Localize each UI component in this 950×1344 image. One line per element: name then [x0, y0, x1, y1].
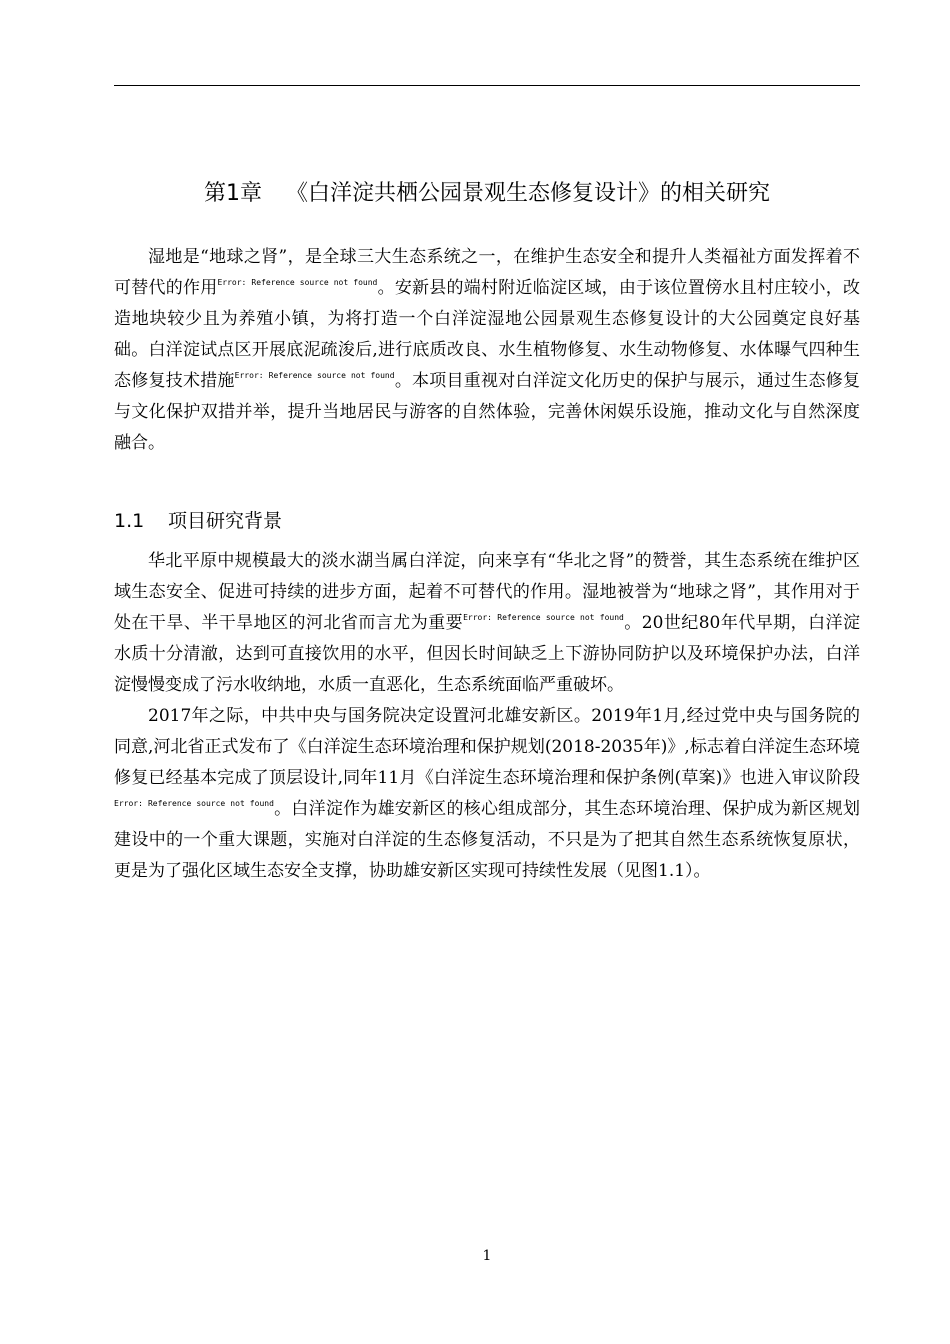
- reference-error-marker: Error: Reference source not found: [217, 278, 378, 287]
- section-heading: [114, 505, 860, 537]
- text-run: 华北平原中规模最大的淡水湖当属白洋淀，向来享有“华北之肾”的赞誉，其生态系统在维护区域生态安全、促进可持续的进步方面，起着不可替代的作用。湿地被誉为“地球之肾”，其作用对于处在干旱、半干旱地区的河北省而言尤为重要: [114, 551, 860, 633]
- text-run: 2017年之际，中共中央与国务院决定设置河北雄安新区。2019年1月,经过党中央与国务院的同意,河北省正式发布了《白洋淀生态环境治理和保护规划(2018-2035年)》,标志着白洋淀生态环境修复已经基本完成了顶层设计,同年11月《白洋淀生态环境治理和保护条例(草案)》也进入审议阶段: [114, 706, 860, 788]
- text-run: 。白洋淀作为雄安新区的核心组成部分，其生态环境治理、保护成为新区规划建设中的一个重大课题，实施对白洋淀的生态修复活动，不只是为了把其自然生态系统恢复原状，更是为了强化区域生态安全支撑，协助雄安新区实现可持续性发展（见图1.1）。: [114, 799, 860, 881]
- chapter-number: 第1章: [203, 181, 262, 206]
- intro-text: [114, 242, 860, 459]
- reference-error-marker: Error: Reference source not found: [114, 799, 274, 808]
- text-run: 。20世纪80年代早期，白洋淀水质十分清澈，达到可直接饮用的水平，但因长时间缺乏上下游协同防护以及环境保护办法，白洋淀慢慢变成了污水收纳地，水质一直恶化，生态系统面临严重破坏。: [114, 613, 861, 695]
- section-body: [114, 546, 860, 887]
- text-run: 。本项目重视对白洋淀文化历史的保护与展示，通过生态修复与文化保护双措并举，提升当地居民与游客的自然体验，完善休闲娱乐设施，推动文化与自然深度融合。: [114, 371, 861, 453]
- page-number: 1: [482, 1248, 492, 1264]
- text-run: 湿地是“地球之肾”，是全球三大生态系统之一，在维护生态安全和提升人类福祉方面发挥着不可替代的作用: [114, 247, 860, 298]
- reference-error-marker: Error: Reference source not found: [463, 613, 624, 622]
- intro-paragraph: [114, 242, 860, 459]
- text-run: 。安新县的端村附近临淀区域，由于该位置傍水且村庄较小，改造地块较少且为养殖小镇，为将打造一个白洋淀湿地公园景观生态修复设计的大公园奠定良好基础。白洋淀试点区开展底泥疏浚后,进行底质改良、水生植物修复、水生动物修复、水体曝气四种生态修复技术措施: [114, 278, 861, 391]
- chapter-title: [114, 177, 860, 211]
- reference-error-marker: Error: Reference source not found: [234, 371, 395, 380]
- header-rule: [114, 85, 860, 86]
- section-number: 1.1: [114, 510, 145, 532]
- body-paragraph: [114, 701, 860, 887]
- chapter-title-text: 《白洋淀共栖公园景观生态修复设计》的相关研究: [285, 181, 770, 206]
- body-paragraph: [114, 546, 860, 701]
- section-title: 项目研究背景: [168, 510, 283, 532]
